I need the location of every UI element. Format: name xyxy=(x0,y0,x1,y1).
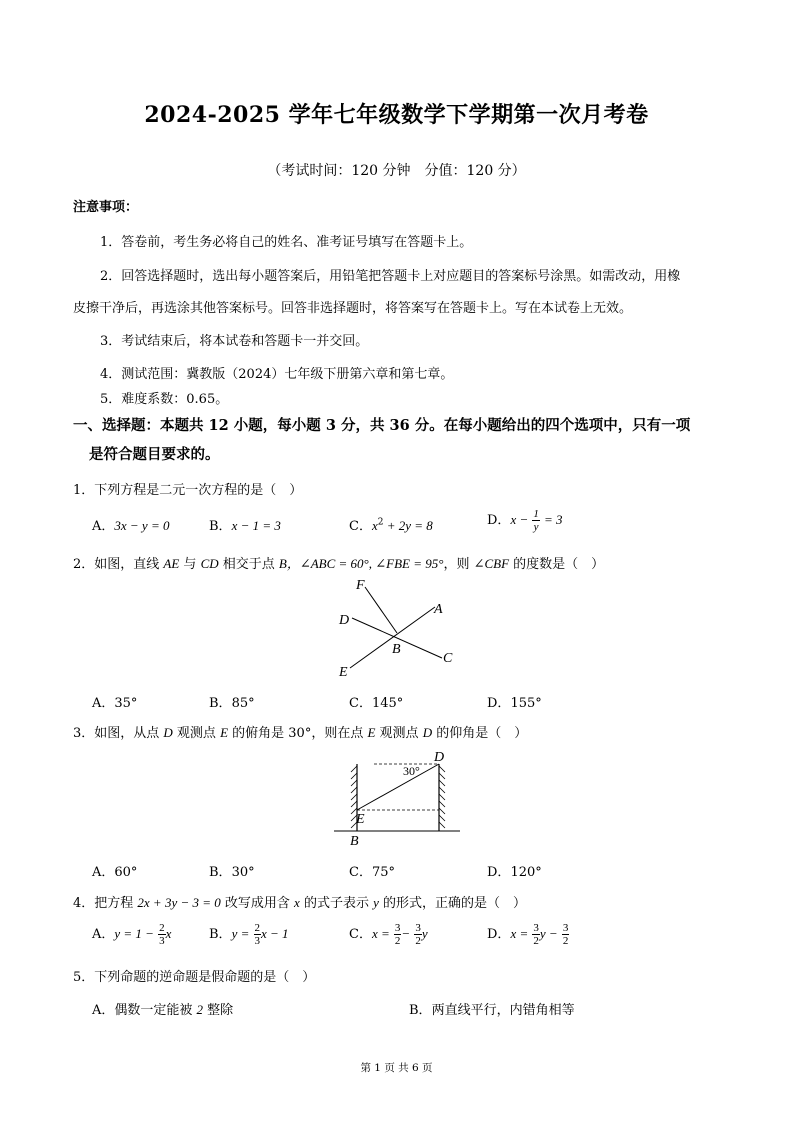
point-c-label: C xyxy=(443,651,453,666)
point-e-label: E xyxy=(339,665,348,680)
question-3-option-a: A．60° xyxy=(92,865,138,880)
question-1-option-d: D．x − $\frac{1}{y}$ = 3 xyxy=(487,508,563,533)
question-2-option-c: C．145° xyxy=(349,696,404,711)
page-title: 2024-2025 学年七年级数学下学期第一次月考卷 xyxy=(144,102,649,128)
section-heading-cont: 是符合题目要求的。 xyxy=(89,446,220,463)
notes-heading: 注意事项： xyxy=(73,200,139,215)
question-3-option-c: C．75° xyxy=(349,865,395,880)
question-2-option-b: B．85° xyxy=(209,696,255,711)
question-3-option-d: D．120° xyxy=(487,865,542,880)
question-2-stem: 2．如图，直线 AE 与 CD 相交于点 B，∠ABC = 60°, ∠FBE = 95°，则 ∠CBF 的度数是（ ） xyxy=(73,556,605,572)
note-2-cont: 皮擦干净后，再选涂其他答案标号。回答非选择题时，将答案写在答题卡上。写在本试卷上无效。 xyxy=(73,301,633,316)
point-b-label: B xyxy=(392,642,401,657)
figure-angle-of-depression xyxy=(330,748,465,848)
point-b-label: B xyxy=(350,834,359,848)
point-d-label: D xyxy=(434,750,445,765)
question-5-option-a: A．偶数一定能被 2 整除 xyxy=(92,1002,234,1018)
question-1-option-c: C．$x^2 + 2y = 8$ xyxy=(349,517,433,534)
question-4-option-b: B．y = $\frac{2}{3}$ x − 1 xyxy=(209,922,289,947)
question-3-option-b: B．30° xyxy=(209,865,255,880)
section-heading: 一、选择题：本题共 12 小题，每小题 3 分，共 36 分。在每小题给出的四个选项中，只有一项 xyxy=(73,417,691,434)
note-1: 1．答卷前，考生务必将自己的姓名、准考证号填写在答题卡上。 xyxy=(100,235,473,250)
question-1-option-a: A．3x − y = 0 xyxy=(92,518,170,534)
question-5-option-b: B．两直线平行，内错角相等 xyxy=(409,1003,575,1018)
question-4-stem: 4．把方程 2x + 3y − 3 = 0 改写成用含 x 的式子表示 y 的形式，正确的是（ ） xyxy=(73,895,526,911)
question-4-option-a: A．y = 1 − $\frac{2}{3}$ x xyxy=(92,922,172,947)
question-2-option-d: D．155° xyxy=(487,696,542,711)
question-4-option-c: C．x = $\frac{3}{2}$ − $\frac{3}{2}$ y xyxy=(349,922,428,947)
note-5: 5．难度系数：0.65。 xyxy=(100,392,229,407)
question-4-option-d: D．x = $\frac{3}{2}$ y − $\frac{3}{2}$ xyxy=(487,922,569,947)
point-e-label: E xyxy=(356,812,365,827)
sight-line-de xyxy=(357,764,439,810)
question-3-stem: 3．如图，从点 D 观测点 E 的俯角是 30°，则在点 E 观测点 D 的仰角是（ ） xyxy=(73,725,528,741)
note-3: 3．考试结束后，将本试卷和答题卡一并交回。 xyxy=(100,334,369,349)
question-1-option-b: B．x − 1 = 3 xyxy=(209,518,281,534)
line-ea xyxy=(350,607,435,668)
point-d-label: D xyxy=(339,613,350,628)
question-5-stem: 5．下列命题的逆命题是假命题的是（ ） xyxy=(73,970,316,985)
exam-info: （考试时间：120 分钟 分值：120 分） xyxy=(267,163,526,179)
page-footer: 第 1 页 共 6 页 xyxy=(360,1062,433,1074)
angle-label: 30° xyxy=(403,764,420,778)
question-2-option-a: A．35° xyxy=(92,696,138,711)
point-a-label: A xyxy=(434,602,443,617)
question-1-stem: 1．下列方程是二元一次方程的是（ ） xyxy=(73,483,303,498)
note-2: 2．回答选择题时，选出每小题答案后，用铅笔把答题卡上对应题目的答案标号涂黑。如需改动，用橡 xyxy=(100,269,681,284)
figure-intersecting-lines xyxy=(330,575,465,680)
note-4: 4．测试范围：冀教版（2024）七年级下册第六章和第七章。 xyxy=(100,367,454,382)
point-f-label: F xyxy=(356,578,365,593)
right-wall-hatching xyxy=(439,766,445,828)
